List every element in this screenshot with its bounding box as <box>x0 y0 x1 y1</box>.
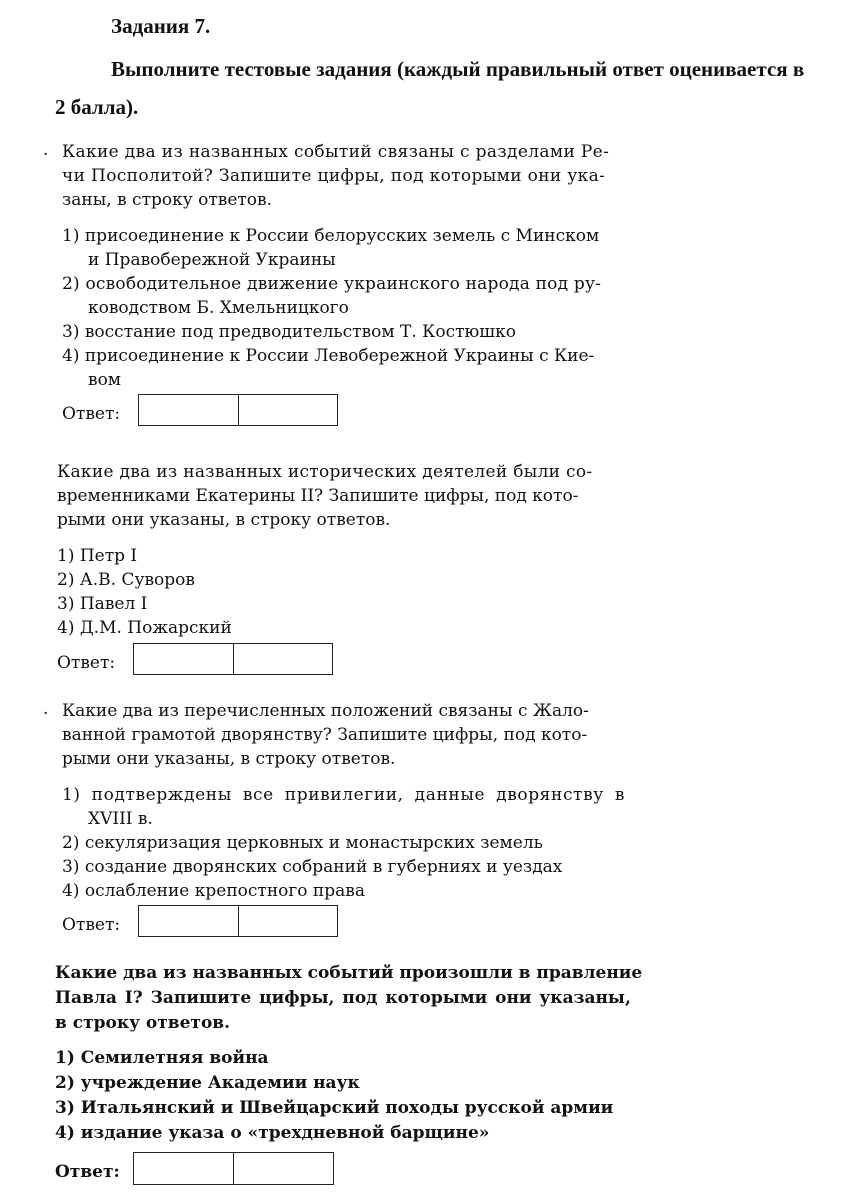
question-1-bullet: . <box>43 140 49 160</box>
question-3-option: 1) подтверждены все привилегии, данные дворянству в <box>62 785 626 805</box>
question-4-option: 2) учреждение Академии наук <box>55 1073 360 1093</box>
question-1-stem-line: заны, в строку ответов. <box>62 190 273 210</box>
answer-box-q1[interactable] <box>138 394 338 426</box>
question-2-option: 4) Д.М. Пожарский <box>57 618 232 638</box>
answer-cell[interactable] <box>233 1153 333 1184</box>
answer-box-q4[interactable] <box>133 1152 334 1185</box>
answer-label: Ответ: <box>62 915 121 935</box>
question-2-stem-line: временниками Екатерины II? Запишите цифры, под кото- <box>57 486 579 506</box>
question-2-option: 3) Павел I <box>57 594 148 614</box>
question-2-option: 1) Петр I <box>57 546 138 566</box>
question-3-option: 2) секуляризация церковных и монастырских земель <box>62 833 543 853</box>
answer-label: Ответ: <box>55 1162 120 1182</box>
question-3-stem-line: рыми они указаны, в строку ответов. <box>62 749 396 769</box>
answer-cell[interactable] <box>238 395 338 425</box>
question-1-option: 3) восстание под предводительством Т. Костюшко <box>62 322 516 342</box>
answer-label: Ответ: <box>57 653 116 673</box>
question-1-option: 1) присоединение к России белорусских земель с Минском <box>62 226 600 246</box>
answer-cell[interactable] <box>134 644 233 674</box>
question-3-option: 3) создание дворянских собраний в губерниях и уездах <box>62 857 563 877</box>
answer-cell[interactable] <box>139 906 238 936</box>
question-3-option: 4) ослабление крепостного права <box>62 881 365 901</box>
question-1-option: 2) освободительное движение украинского народа под ру- <box>62 274 602 294</box>
question-2-stem-line: рыми они указаны, в строку ответов. <box>57 510 391 530</box>
question-1-option: вом <box>88 370 122 390</box>
answer-cell[interactable] <box>238 906 338 936</box>
instruction-line-2: 2 балла). <box>55 95 139 119</box>
task-title: Задания 7. <box>111 14 211 38</box>
question-3-stem-line: ванной грамотой дворянству? Запишите цифры, под кото- <box>62 725 588 745</box>
question-3-bullet: . <box>43 699 49 719</box>
question-4-stem-line: Какие два из названных событий произошли в правление <box>55 963 643 983</box>
question-1-stem-line: чи Посполитой? Запишите цифры, под которыми они ука- <box>62 166 606 186</box>
question-1-option: и Правобережной Украины <box>88 250 336 270</box>
instruction-line-1: Выполните тестовые задания (каждый правильный ответ оценивается в <box>111 57 805 81</box>
question-2-option: 2) А.В. Суворов <box>57 570 195 590</box>
question-4-option: 1) Семилетняя война <box>55 1048 269 1068</box>
question-3-option: XVIII в. <box>88 809 153 829</box>
question-4-stem-line: Павла I? Запишите цифры, под которыми они указаны, <box>55 988 631 1008</box>
question-3-stem-line: Какие два из перечисленных положений связаны с Жало- <box>62 701 589 721</box>
question-1-option: 4) присоединение к России Левобережной Украины с Кие- <box>62 346 595 366</box>
question-1-stem-line: Какие два из названных событий связаны с разделами Ре- <box>62 142 610 162</box>
answer-box-q2[interactable] <box>133 643 333 675</box>
answer-label: Ответ: <box>62 404 121 424</box>
answer-cell[interactable] <box>134 1153 233 1184</box>
question-4-option: 4) издание указа о «трехдневной барщине» <box>55 1123 490 1143</box>
answer-cell[interactable] <box>139 395 238 425</box>
question-2-stem-line: Какие два из названных исторических деятелей были со- <box>57 462 593 482</box>
answer-box-q3[interactable] <box>138 905 338 937</box>
question-4-stem-line: в строку ответов. <box>55 1013 231 1033</box>
question-1-option: ководством Б. Хмельницкого <box>88 298 349 318</box>
question-4-option: 3) Итальянский и Швейцарский походы русской армии <box>55 1098 614 1118</box>
answer-cell[interactable] <box>233 644 333 674</box>
